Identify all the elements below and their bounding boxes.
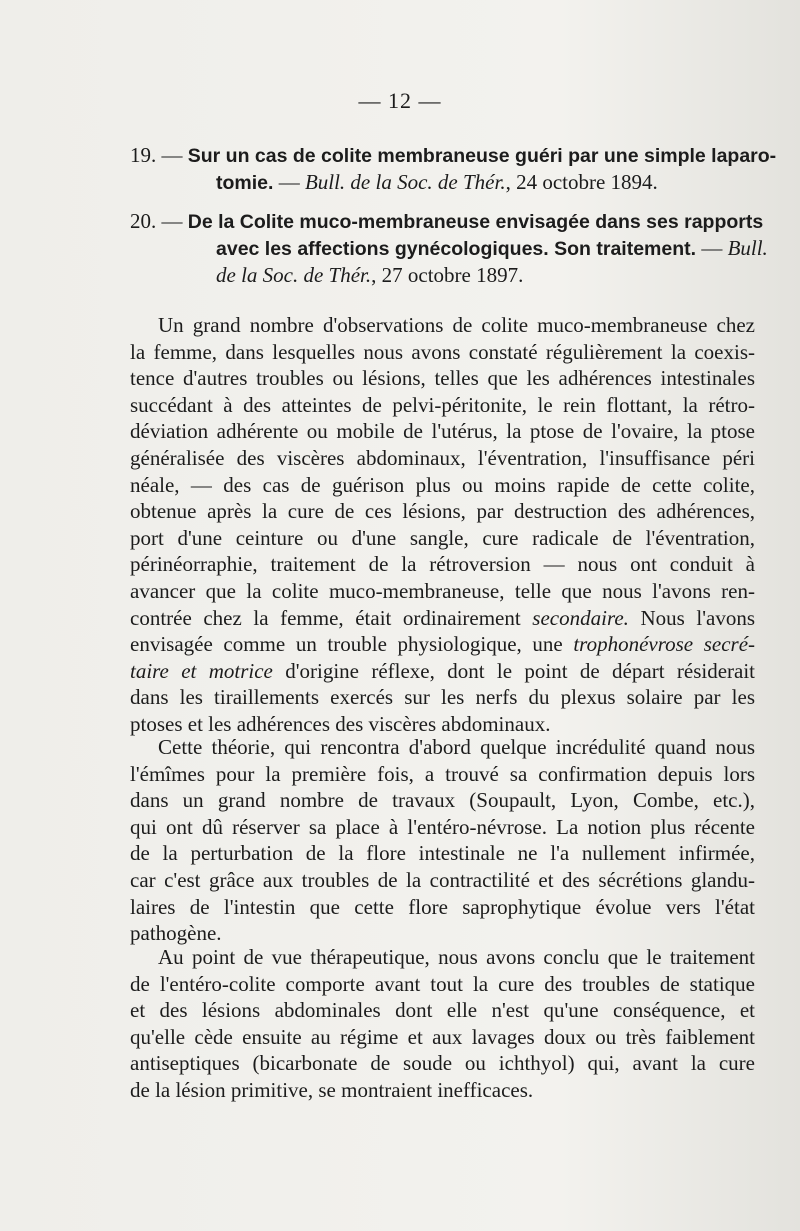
entry-20-line-2 bbox=[130, 235, 768, 262]
entry-20-line-3 bbox=[130, 262, 755, 288]
entry-number: 20. bbox=[130, 209, 157, 233]
text-line-mixed bbox=[130, 631, 755, 658]
paragraph-2 bbox=[130, 734, 755, 947]
text-line: de la lésion primitive, se montraient inefficaces. bbox=[130, 1077, 534, 1102]
text-line: tence d'autres troubles ou lésions, telles que les adhérences intestinales bbox=[130, 366, 755, 391]
entry-19-line-1 bbox=[130, 142, 777, 169]
text-line: généralisée des viscères abdominaux, l'éventration, l'insuffisance péri bbox=[130, 445, 755, 470]
text-line: déviation adhérente ou mobile de l'utérus, la ptose de l'ovaire, la ptose bbox=[130, 419, 755, 444]
text-line: de la perturbation de la flore intestinale ne l'a nullement infirmée, bbox=[130, 841, 755, 866]
text-segment: d'origine réflexe, dont le point de départ résiderait bbox=[272, 658, 755, 683]
text-line: dans les tiraillements exercés sur les nerfs du plexus solaire par les bbox=[130, 685, 755, 710]
entry-title-cont: avec les affections gynécologiques. Son traitement. bbox=[216, 238, 697, 260]
text-line: de l'entéro-colite comporte avant tout la cure des troubles de statique bbox=[130, 971, 755, 996]
text-line: qu'elle cède ensuite au régime et aux lavages doux ou très faiblement bbox=[130, 1024, 755, 1049]
entry-title-cont: tomie. bbox=[216, 172, 274, 194]
text-line: laires de l'intestin que cette flore saprophytique évolue vers l'état bbox=[130, 894, 755, 919]
bibliography-entry-19 bbox=[130, 142, 777, 196]
entry-number: 19. bbox=[130, 143, 157, 167]
italic-segment: trophonévrose secré- bbox=[573, 632, 756, 657]
paragraph-3 bbox=[130, 944, 755, 1104]
entry-ref-journal: Bull. de la Soc. de Thér. bbox=[304, 170, 506, 194]
text-line-mixed bbox=[130, 605, 755, 632]
text-line: dans un grand nombre de travaux (Soupault, Lyon, Combe, etc.), bbox=[130, 788, 755, 813]
entry-ref-journal-a: Bull. bbox=[727, 236, 768, 260]
text-line: néale, — des cas de guérison plus ou moins rapide de cette colite, bbox=[130, 472, 755, 497]
text-line: la femme, dans lesquelles nous avons constaté régulièrement la coexis- bbox=[130, 339, 755, 364]
text-segment: contrée chez la femme, était ordinairement bbox=[130, 605, 521, 630]
text-segment: envisagée comme un trouble physiologique, une bbox=[130, 632, 563, 657]
text-line: pathogène. bbox=[130, 921, 222, 946]
text-line: antiseptiques (bicarbonate de soude ou ichthyol) qui, avant la cure bbox=[130, 1051, 755, 1076]
italic-segment: taire et motrice bbox=[130, 658, 273, 683]
text-line: succédant à des atteintes de pelvi-péritonite, le rein flottant, la rétro- bbox=[130, 392, 755, 417]
entry-ref-dash: — bbox=[701, 236, 723, 260]
text-line: et des lésions abdominales dont elle n'est qu'une conséquence, et bbox=[130, 998, 755, 1023]
entry-ref-date: , 24 octobre 1894. bbox=[505, 170, 658, 194]
entry-dash: — bbox=[161, 143, 183, 167]
entry-ref-dash: — bbox=[278, 170, 300, 194]
entry-title: De la Colite muco-membraneuse envisagée dans ses rapports bbox=[187, 211, 764, 233]
text-line: l'émîmes pour la première fois, a trouvé sa confirmation depuis lors bbox=[130, 761, 755, 786]
entry-ref-date: , 27 octobre 1897. bbox=[371, 263, 524, 287]
entry-19-line-2 bbox=[130, 169, 755, 196]
text-line: Cette théorie, qui rencontra d'abord quelque incrédulité quand nous bbox=[158, 735, 755, 759]
text-segment: Nous l'avons bbox=[628, 605, 755, 630]
text-line: Au point de vue thérapeutique, nous avons conclu que le traitement bbox=[158, 945, 755, 969]
text-line: périnéorraphie, traitement de la rétroversion — nous ont conduit à bbox=[130, 552, 755, 577]
text-line: obtenue après la cure de ces lésions, par destruction des adhérences, bbox=[130, 499, 755, 524]
bibliography-entry-20 bbox=[130, 208, 768, 288]
text-line: qui ont dû réserver sa place à l'entéro-névrose. La notion plus récente bbox=[130, 814, 755, 839]
paragraph-1 bbox=[130, 312, 755, 738]
entry-dash: — bbox=[161, 209, 183, 233]
text-line-mixed bbox=[130, 658, 755, 685]
entry-title: Sur un cas de colite membraneuse guéri par une simple laparo- bbox=[187, 145, 777, 167]
text-line: avancer que la colite muco-membraneuse, telle que nous l'avons ren- bbox=[130, 578, 755, 603]
text-line: car c'est grâce aux troubles de la contractilité et des sécrétions glandu- bbox=[130, 867, 755, 892]
page-number: — 12 — bbox=[358, 88, 442, 113]
text-line: port d'une ceinture ou d'une sangle, cure radicale de l'éventration, bbox=[130, 525, 755, 550]
entry-ref-journal-b: de la Soc. de Thér. bbox=[216, 263, 372, 287]
text-line: Un grand nombre d'observations de colite muco-membraneuse chez bbox=[158, 313, 755, 337]
italic-segment: secondaire. bbox=[532, 605, 629, 630]
entry-20-line-1 bbox=[130, 208, 764, 235]
text-line: ptoses et les adhérences des viscères abdominaux. bbox=[130, 711, 551, 736]
